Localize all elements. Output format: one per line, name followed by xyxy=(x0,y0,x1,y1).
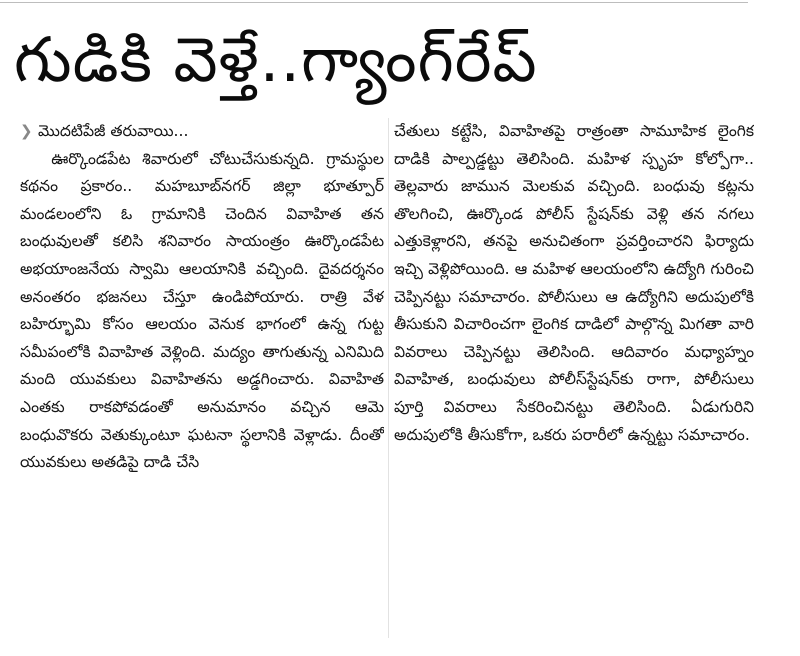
top-rule xyxy=(0,2,748,3)
article-column-right xyxy=(394,118,754,648)
article-paragraph-left: ఊర్కొండపేట శివారులో చోటుచేసుకున్నది. గ్రామస్థుల కథనం ప్రకారం.. మహబూబ్‌నగర్ జిల్లా భూత్పూర్ మండలంలోని ఓ గ్రామానికి చెందిన వివాహిత తన బంధువులతో కలిసి శనివారం సాయంత్రం ఊర్కొండపేట అభయాంజనేయ స్వామి ఆలయానికి వచ్చింది. దైవదర్శనం అనంతరం భజనలు చేస్తూ ఉండిపోయారు. రాత్రి వేళ బహిర్భూమి కోసం ఆలయం వెనుక భాగంలో ఉన్న గుట్ట సమీపంలోకి వివాహిత వెళ్లింది. మద్యం తాగుతున్న ఎనిమిది మంది యువకులు వివాహితను అడ్డగించారు. వివాహిత ఎంతకు రాకపోవడంతో అనుమానం వచ్చిన ఆమె బంధువొకరు వెతుక్కుంటూ ఘటనా స్థలానికి వెళ్లాడు. దీంతో యువకులు అతడిపై దాడి చేసి xyxy=(20,149,384,472)
kicker-text: మొదటిపేజీ తరువాయి... xyxy=(38,122,189,140)
continuation-kicker xyxy=(20,118,384,146)
column-divider xyxy=(388,118,389,638)
article-paragraph-right: చేతులు కట్టేసి, వివాహితపై రాత్రంతా సామూహిక లైంగిక దాడికి పాల్పడ్డట్టు తెలిసింది. మహిళ స్పృహ కోల్పోగా.. తెల్లవారు జామున మెలకువ వచ్చింది. బంధువు కట్లను తొలగించి, ఊర్కొండ పోలీస్ స్టేషన్‌కు వెళ్లి తన నగలు ఎత్తుకెళ్లారని, తనపై అనుచితంగా ప్రవర్తించారని ఫిర్యాదు ఇచ్చి వెళ్లిపోయింది. ఆ మహిళ ఆలయంలోని ఉద్యోగి గురించి చెప్పినట్టు సమాచారం. పోలీసులు ఆ ఉద్యోగిని అదుపులోకి తీసుకుని విచారించగా లైంగిక దాడిలో పాల్గొన్న మిగతా వారి వివరాలు చెప్పినట్టు తెలిసింది. ఆదివారం మధ్యాహ్నం వివాహిత, బంధువులు పోలీస్‌స్టేషన్‌కు రాగా, పోలీసులు పూర్తి వివరాలు సేకరించినట్టు తెలిసింది. ఏడుగురిని అదుపులోకి తీసుకోగా, ఒకరు పరారీలో ఉన్నట్టు సమాచారం. xyxy=(394,122,754,444)
article-column-left xyxy=(20,118,384,648)
headline: గుడికి వెళ్తే..గ్యాంగ్‌రేప్ xyxy=(14,23,538,96)
chevron-right-icon: ❯ xyxy=(20,122,33,140)
